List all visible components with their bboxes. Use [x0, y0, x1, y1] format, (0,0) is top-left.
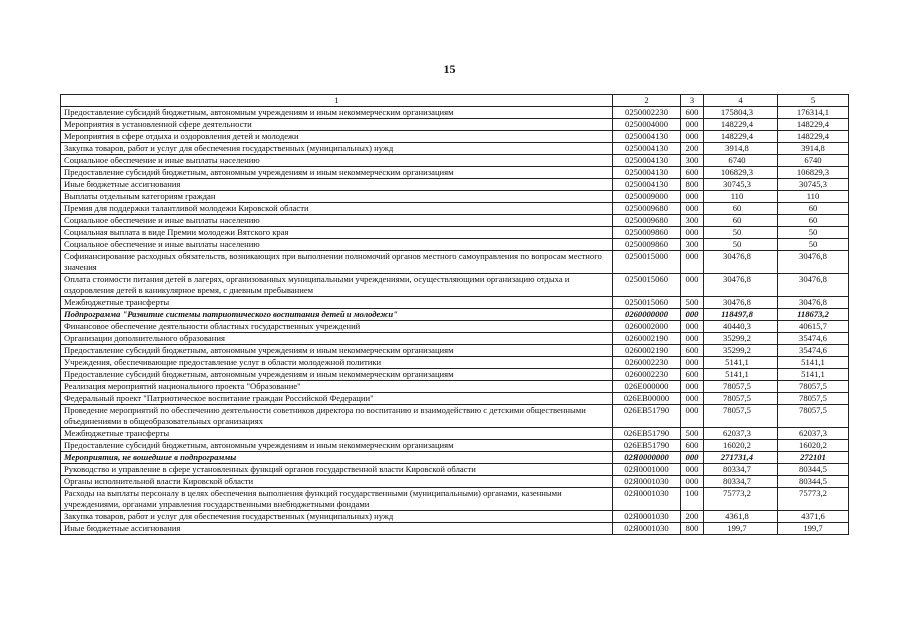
row-code-cell: 0260002000	[613, 321, 681, 333]
table-row	[61, 297, 849, 309]
row-code-cell: 0250004130	[613, 167, 681, 179]
table-row	[61, 309, 849, 321]
row-value-2-cell: 50	[778, 227, 849, 239]
row-code-cell: 02Я0001000	[613, 464, 681, 476]
table-row	[61, 321, 849, 333]
row-value-1-cell: 80334,7	[704, 464, 778, 476]
row-value-1-cell: 30476,8	[704, 297, 778, 309]
row-value-2-cell: 50	[778, 239, 849, 251]
row-value-1-cell: 106829,3	[704, 167, 778, 179]
row-code-cell: 0250004000	[613, 119, 681, 131]
row-value-1-cell: 30476,8	[704, 251, 778, 274]
row-type-cell: 000	[681, 464, 704, 476]
row-code-cell: 0250009680	[613, 215, 681, 227]
table-row	[61, 191, 849, 203]
row-code-cell: 0250015060	[613, 274, 681, 297]
row-type-cell: 000	[681, 405, 704, 428]
table-row	[61, 333, 849, 345]
row-value-2-cell: 60	[778, 203, 849, 215]
table-row	[61, 393, 849, 405]
row-code-cell: 0250009000	[613, 191, 681, 203]
row-name-cell: Мероприятия в установленной сфере деятельности	[61, 119, 613, 131]
table-row	[61, 143, 849, 155]
row-value-1-cell: 5141,1	[704, 357, 778, 369]
row-type-cell: 000	[681, 309, 704, 321]
row-code-cell: 0250009860	[613, 227, 681, 239]
row-code-cell: 02Я0001030	[613, 523, 681, 535]
column-header: 2	[613, 95, 681, 107]
table-row	[61, 452, 849, 464]
row-value-1-cell: 6740	[704, 155, 778, 167]
row-name-cell: Предоставление субсидий бюджетным, автономным учреждениям и иным некоммерческим организациям	[61, 107, 613, 119]
row-value-2-cell: 40615,7	[778, 321, 849, 333]
row-code-cell: 02Я0001030	[613, 488, 681, 511]
row-value-2-cell: 148229,4	[778, 131, 849, 143]
table-row	[61, 428, 849, 440]
row-value-2-cell: 5141,1	[778, 357, 849, 369]
row-code-cell: 026EB51790	[613, 428, 681, 440]
row-value-2-cell: 60	[778, 215, 849, 227]
row-value-2-cell: 80344,5	[778, 476, 849, 488]
row-type-cell: 200	[681, 511, 704, 523]
column-header: 3	[681, 95, 704, 107]
row-name-cell: Иные бюджетные ассигнования	[61, 179, 613, 191]
row-code-cell: 026EB00000	[613, 393, 681, 405]
row-value-2-cell: 118673,2	[778, 309, 849, 321]
row-name-cell: Премия для поддержки талантливой молодежи Кировской области	[61, 203, 613, 215]
row-value-2-cell: 6740	[778, 155, 849, 167]
table-row	[61, 476, 849, 488]
row-name-cell: Предоставление субсидий бюджетным, автономным учреждениям и иным некоммерческим организациям	[61, 440, 613, 452]
row-code-cell: 0250015000	[613, 251, 681, 274]
table-row	[61, 464, 849, 476]
row-value-2-cell: 78057,5	[778, 393, 849, 405]
row-name-cell: Руководство и управление в сфере установленных функций органов государственной власти Кировской области	[61, 464, 613, 476]
row-name-cell: Организации дополнительного образования	[61, 333, 613, 345]
row-type-cell: 000	[681, 119, 704, 131]
column-header: 5	[778, 95, 849, 107]
row-type-cell: 000	[681, 251, 704, 274]
row-name-cell: Мероприятия, не вошедшие в подпрограммы	[61, 452, 613, 464]
row-value-2-cell: 30476,8	[778, 251, 849, 274]
row-value-1-cell: 80334,7	[704, 476, 778, 488]
row-name-cell: Учреждения, обеспечивающие предоставление услуг в области молодежной политики	[61, 357, 613, 369]
row-name-cell: Федеральный проект "Патриотическое воспитание граждан Российской Федерации"	[61, 393, 613, 405]
row-value-2-cell: 5141,1	[778, 369, 849, 381]
row-type-cell: 000	[681, 131, 704, 143]
table-row	[61, 203, 849, 215]
row-name-cell: Предоставление субсидий бюджетным, автономным учреждениям и иным некоммерческим организациям	[61, 345, 613, 357]
row-value-1-cell: 75773,2	[704, 488, 778, 511]
row-value-1-cell: 4361,8	[704, 511, 778, 523]
row-type-cell: 000	[681, 381, 704, 393]
row-value-1-cell: 110	[704, 191, 778, 203]
row-type-cell: 600	[681, 369, 704, 381]
row-type-cell: 200	[681, 143, 704, 155]
row-value-1-cell: 148229,4	[704, 131, 778, 143]
row-value-1-cell: 175804,3	[704, 107, 778, 119]
row-name-cell: Финансовое обеспечение деятельности областных государственных учреждений	[61, 321, 613, 333]
row-value-1-cell: 30476,8	[704, 274, 778, 297]
table-row	[61, 215, 849, 227]
row-value-1-cell: 50	[704, 239, 778, 251]
row-code-cell: 026E000000	[613, 381, 681, 393]
row-type-cell: 600	[681, 107, 704, 119]
row-value-1-cell: 3914,8	[704, 143, 778, 155]
table-row	[61, 119, 849, 131]
row-code-cell: 02Я0001030	[613, 476, 681, 488]
row-type-cell: 000	[681, 191, 704, 203]
row-value-1-cell: 78057,5	[704, 405, 778, 428]
row-type-cell: 800	[681, 523, 704, 535]
row-type-cell: 000	[681, 274, 704, 297]
row-value-2-cell: 75773,2	[778, 488, 849, 511]
row-code-cell: 0260002190	[613, 333, 681, 345]
table-row	[61, 345, 849, 357]
row-code-cell: 0250004130	[613, 155, 681, 167]
row-type-cell: 000	[681, 452, 704, 464]
row-type-cell: 000	[681, 357, 704, 369]
table-row	[61, 107, 849, 119]
row-name-cell: Закупка товаров, работ и услуг для обеспечения государственных (муниципальных) нужд	[61, 143, 613, 155]
row-code-cell: 0250004130	[613, 179, 681, 191]
table-row	[61, 369, 849, 381]
row-code-cell: 02Я0000000	[613, 452, 681, 464]
table-row	[61, 274, 849, 297]
row-type-cell: 300	[681, 215, 704, 227]
row-value-2-cell: 62037,3	[778, 428, 849, 440]
row-value-1-cell: 78057,5	[704, 393, 778, 405]
row-code-cell: 0260000000	[613, 309, 681, 321]
row-value-1-cell: 35299,2	[704, 345, 778, 357]
table-row	[61, 131, 849, 143]
row-code-cell: 0250004130	[613, 131, 681, 143]
row-value-2-cell: 272101	[778, 452, 849, 464]
row-value-2-cell: 78057,5	[778, 405, 849, 428]
row-value-1-cell: 78057,5	[704, 381, 778, 393]
row-name-cell: Предоставление субсидий бюджетным, автономным учреждениям и иным некоммерческим организациям	[61, 369, 613, 381]
row-type-cell: 000	[681, 227, 704, 239]
row-type-cell: 300	[681, 155, 704, 167]
row-value-1-cell: 118497,8	[704, 309, 778, 321]
row-value-1-cell: 199,7	[704, 523, 778, 535]
row-type-cell: 100	[681, 488, 704, 511]
row-name-cell: Межбюджетные трансферты	[61, 297, 613, 309]
row-name-cell: Межбюджетные трансферты	[61, 428, 613, 440]
table-row	[61, 440, 849, 452]
row-name-cell: Социальное обеспечение и иные выплаты населению	[61, 239, 613, 251]
table-row	[61, 239, 849, 251]
row-value-2-cell: 110	[778, 191, 849, 203]
row-value-1-cell: 30745,3	[704, 179, 778, 191]
row-type-cell: 300	[681, 239, 704, 251]
row-name-cell: Иные бюджетные ассигнования	[61, 523, 613, 535]
row-value-2-cell: 16020,2	[778, 440, 849, 452]
table-row	[61, 488, 849, 511]
budget-table	[60, 94, 849, 535]
row-value-2-cell: 3914,8	[778, 143, 849, 155]
row-code-cell: 0260002190	[613, 345, 681, 357]
column-header: 1	[61, 95, 613, 107]
row-type-cell: 000	[681, 203, 704, 215]
table-header-row	[61, 95, 849, 107]
table-row	[61, 511, 849, 523]
row-type-cell: 800	[681, 179, 704, 191]
row-value-1-cell: 50	[704, 227, 778, 239]
row-value-2-cell: 78057,5	[778, 381, 849, 393]
row-type-cell: 000	[681, 333, 704, 345]
row-type-cell: 000	[681, 393, 704, 405]
row-type-cell: 000	[681, 321, 704, 333]
table-row	[61, 251, 849, 274]
column-header: 4	[704, 95, 778, 107]
row-value-2-cell: 4371,6	[778, 511, 849, 523]
row-value-1-cell: 35299,2	[704, 333, 778, 345]
row-value-1-cell: 62037,3	[704, 428, 778, 440]
row-value-2-cell: 35474,6	[778, 333, 849, 345]
table-row	[61, 227, 849, 239]
row-name-cell: Оплата стоимости питания детей в лагерях, организованных муниципальными учреждениями, осуществляющими организацию отдыха и оздоровления детей в каникулярное время, с дневным пребыванием	[61, 274, 613, 297]
row-name-cell: Софинансирование расходных обязательств, возникающих при выполнении полномочий органов местного самоуправления по вопросам местного значения	[61, 251, 613, 274]
row-value-2-cell: 199,7	[778, 523, 849, 535]
row-type-cell: 600	[681, 345, 704, 357]
row-value-1-cell: 16020,2	[704, 440, 778, 452]
row-code-cell: 0250002230	[613, 107, 681, 119]
row-type-cell: 500	[681, 297, 704, 309]
row-value-2-cell: 106829,3	[778, 167, 849, 179]
row-code-cell: 0250004130	[613, 143, 681, 155]
table-row	[61, 357, 849, 369]
row-value-1-cell: 60	[704, 203, 778, 215]
row-name-cell: Реализация мероприятий национального проекта "Образование"	[61, 381, 613, 393]
row-name-cell: Предоставление субсидий бюджетным, автономным учреждениям и иным некоммерческим организациям	[61, 167, 613, 179]
row-value-2-cell: 30476,8	[778, 274, 849, 297]
row-code-cell: 0250009860	[613, 239, 681, 251]
row-code-cell: 026EB51790	[613, 405, 681, 428]
row-value-2-cell: 148229,4	[778, 119, 849, 131]
row-value-2-cell: 80344,5	[778, 464, 849, 476]
row-name-cell: Подпрограмма "Развитие системы патриотического воспитания детей и молодежи"	[61, 309, 613, 321]
table-row	[61, 179, 849, 191]
row-value-1-cell: 5141,1	[704, 369, 778, 381]
row-name-cell: Социальное обеспечение и иные выплаты населению	[61, 215, 613, 227]
row-code-cell: 0260002230	[613, 357, 681, 369]
row-value-2-cell: 35474,6	[778, 345, 849, 357]
row-code-cell: 0250015060	[613, 297, 681, 309]
row-value-1-cell: 40440,3	[704, 321, 778, 333]
row-value-2-cell: 30476,8	[778, 297, 849, 309]
row-code-cell: 026EB51790	[613, 440, 681, 452]
row-name-cell: Закупка товаров, работ и услуг для обеспечения государственных (муниципальных) нужд	[61, 511, 613, 523]
page-number: 15	[443, 62, 456, 76]
table-row	[61, 523, 849, 535]
row-type-cell: 600	[681, 440, 704, 452]
row-value-1-cell: 60	[704, 215, 778, 227]
row-name-cell: Расходы на выплаты персоналу в целях обеспечения выполнения функций государственными (муниципальными) органами, казенными учреждениями, органами управления государственными внебюджетными фондами	[61, 488, 613, 511]
row-type-cell: 600	[681, 167, 704, 179]
row-code-cell: 02Я0001030	[613, 511, 681, 523]
row-code-cell: 0260002230	[613, 369, 681, 381]
row-value-2-cell: 30745,3	[778, 179, 849, 191]
table-row	[61, 155, 849, 167]
row-name-cell: Органы исполнительной власти Кировской области	[61, 476, 613, 488]
row-value-1-cell: 271731,4	[704, 452, 778, 464]
row-type-cell: 500	[681, 428, 704, 440]
row-code-cell: 0250009680	[613, 203, 681, 215]
table-row	[61, 381, 849, 393]
row-name-cell: Социальное обеспечение и иные выплаты населению	[61, 155, 613, 167]
row-value-2-cell: 176314,1	[778, 107, 849, 119]
table-row	[61, 405, 849, 428]
row-name-cell: Социальная выплата в виде Премии молодежи Вятского края	[61, 227, 613, 239]
row-name-cell: Мероприятия в сфере отдыха и оздоровления детей и молодежи	[61, 131, 613, 143]
row-value-1-cell: 148229,4	[704, 119, 778, 131]
row-type-cell: 000	[681, 476, 704, 488]
row-name-cell: Выплаты отдельным категориям граждан	[61, 191, 613, 203]
table-row	[61, 167, 849, 179]
row-name-cell: Проведение мероприятий по обеспечению деятельности советников директора по воспитанию и взаимодействию с детскими общественными объединениями в общеобразовательных организациях	[61, 405, 613, 428]
